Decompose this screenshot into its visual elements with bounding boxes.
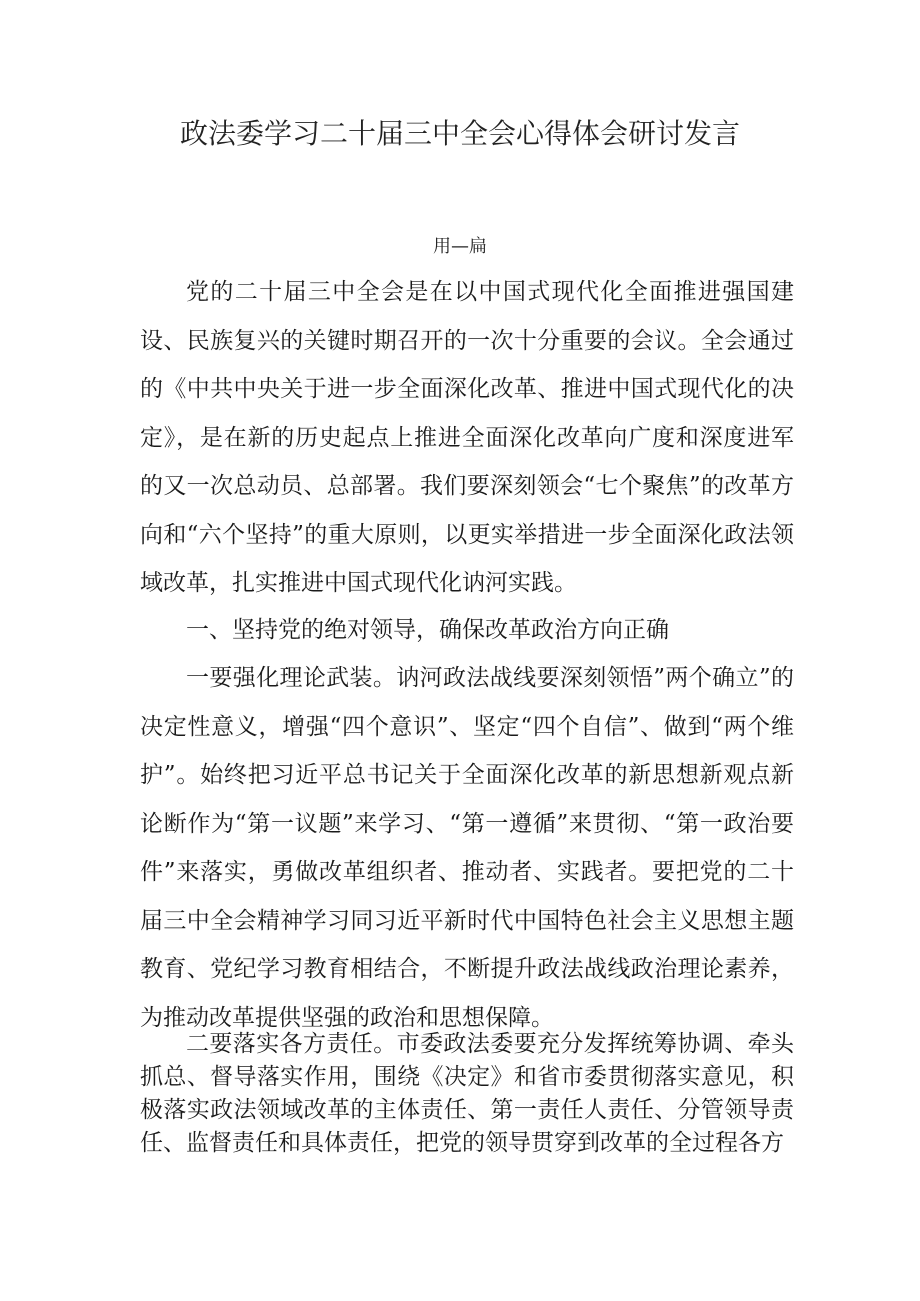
section-heading-1: 一、坚持党的绝对领导，确保改革政治方向正确	[186, 617, 669, 643]
paragraph-intro: 党的二十届三中全会是在以中国式现代化全面推进强国建设、民族复兴的关键时期召开的一次十分重要的会议。全会通过的《中共中央关于进一步全面深化改革、推进中国式现代化的决定》，是在新的历史起点上推进全面深化改革向广度和深度进军的又一次总动员、总部署。我们要深刻领会“七个聚焦”的改革方向和“六个坚持”的重大原则，以更实举措进一步全面深化政法领域改革，扎实推进中国式现代化讷河实践。	[140, 279, 794, 596]
document-title: 政法委学习二十届三中全会心得体会研讨发言	[179, 117, 740, 150]
paragraph-responsibility: 二要落实各方责任。市委政法委要充分发挥统筹协调、牵头抓总、督导落实作用，围绕《决定》和省市委贯彻落实意见，积极落实政法领域改革的主体责任、第一责任人责任、分管领导责任、监督责任和具体责任，把党的领导贯穿到改革的全过程各方	[140, 1031, 794, 1156]
document-subtitle: 用—扁	[433, 236, 487, 257]
paragraph-theory: 一要强化理论武装。讷河政法战线要深刻领悟”两个确立”的决定性意义，增强“四个意识”、坚定“四个自信”、做到“两个维护”。始终把习近平总书记关于全面深化改革的新思想新观点新论断作为“第一议题”来学习、“第一遵循”来贯彻、“第一政治要件”来落实，勇做改革组织者、推动者、实践者。要把党的二十届三中全会精神学习同习近平新时代中国特色社会主义思想主题教育、党纪学习教育相结合，不断提升政法战线政治理论素养，为推动改革提供坚强的政治和思想保障。	[140, 665, 794, 1031]
